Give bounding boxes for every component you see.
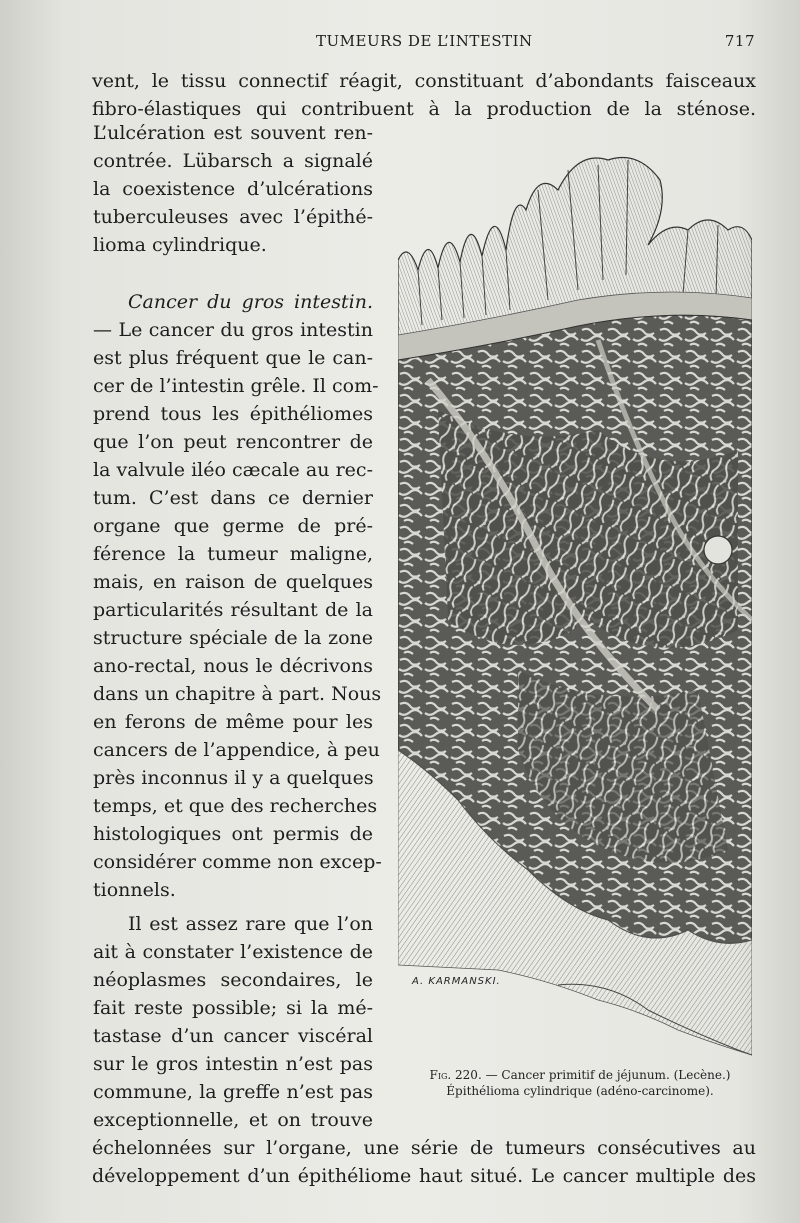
- caption-figure-label: Fig. 220.: [429, 1068, 482, 1082]
- text-line: vent, le tissu connectif réagit, constituant d’abondants faisceaux: [92, 70, 756, 92]
- text-line: la coexistence d’ulcérations: [93, 178, 373, 200]
- text-line: échelonnées sur l’organe, une série de tumeurs consécutives au: [92, 1137, 756, 1159]
- histology-figure: [398, 150, 752, 1060]
- caption-line-1: [404, 1067, 756, 1083]
- text-line: férence la tumeur maligne,: [93, 543, 373, 565]
- text-line: exceptionnelle, et on trouve: [93, 1109, 373, 1131]
- histology-engraving: [398, 150, 752, 1060]
- text-line: organe que germe de pré-: [93, 515, 373, 537]
- text-line: cancers de l’appendice, à peu: [93, 739, 380, 761]
- text-line: en ferons de même pour les: [93, 711, 373, 733]
- text-line: ano-rectal, nous le décrivons: [93, 655, 373, 677]
- page-header: [90, 32, 755, 56]
- caption-text-1: — Cancer primitif de jéjunum. (Lecène.): [485, 1068, 731, 1082]
- text-line: temps, et que des recherches: [93, 795, 378, 817]
- text-line: dans un chapitre à part. Nous: [93, 683, 382, 705]
- text-line: tum. C’est dans ce dernier: [93, 487, 373, 509]
- text-line: L’ulcération est souvent ren-: [93, 122, 373, 144]
- section-heading: Cancer du gros intestin.: [128, 291, 373, 313]
- text-line: près inconnus il y a quelques: [93, 767, 374, 789]
- text-line: tuberculeuses avec l’épithé-: [93, 206, 373, 228]
- text-line: — Le cancer du gros intestin: [93, 319, 373, 341]
- text-line: fait reste possible; si la mé-: [93, 997, 373, 1019]
- figure-caption: [404, 1067, 756, 1099]
- text-line: prend tous les épithéliomes: [93, 403, 373, 425]
- text-line: considérer comme non excep-: [93, 851, 382, 873]
- text-line: histologiques ont permis de: [93, 823, 373, 845]
- text-line: la valvule iléo cæcale au rec-: [93, 459, 373, 481]
- text-line: particularités résultant de la: [93, 599, 373, 621]
- text-line: que l’on peut rencontrer de: [93, 431, 373, 453]
- text-line: sur le gros intestin n’est pas: [93, 1053, 373, 1075]
- text-line: Il est assez rare que l’on: [128, 913, 373, 935]
- text-line: contrée. Lübarsch a signalé: [93, 150, 373, 172]
- text-line: tastase d’un cancer viscéral: [93, 1025, 373, 1047]
- text-line: cer de l’intestin grêle. Il com-: [93, 375, 379, 397]
- text-line: fibro-élastiques qui contribuent à la production de la sténose.: [92, 98, 756, 120]
- caption-line-2: Épithélioma cylindrique (adéno-carcinome).: [446, 1084, 714, 1098]
- text-line: structure spéciale de la zone: [93, 627, 373, 649]
- text-line: développement d’un épithéliome haut situé. Le cancer multiple des: [92, 1165, 756, 1187]
- text-line: ait à constater l’existence de: [93, 941, 373, 963]
- text-line: commune, la greffe n’est pas: [93, 1081, 373, 1103]
- running-title: TUMEURS DE L’INTESTIN: [316, 32, 533, 50]
- text-line: néoplasmes secondaires, le: [93, 969, 373, 991]
- text-line: est plus fréquent que le can-: [93, 347, 373, 369]
- text-line: mais, en raison de quelques: [93, 571, 373, 593]
- engraver-signature: A. KARMANSKI.: [412, 976, 501, 987]
- page-number: 717: [724, 32, 755, 50]
- text-line: lioma cylindrique.: [93, 234, 267, 256]
- text-line: tionnels.: [93, 879, 176, 901]
